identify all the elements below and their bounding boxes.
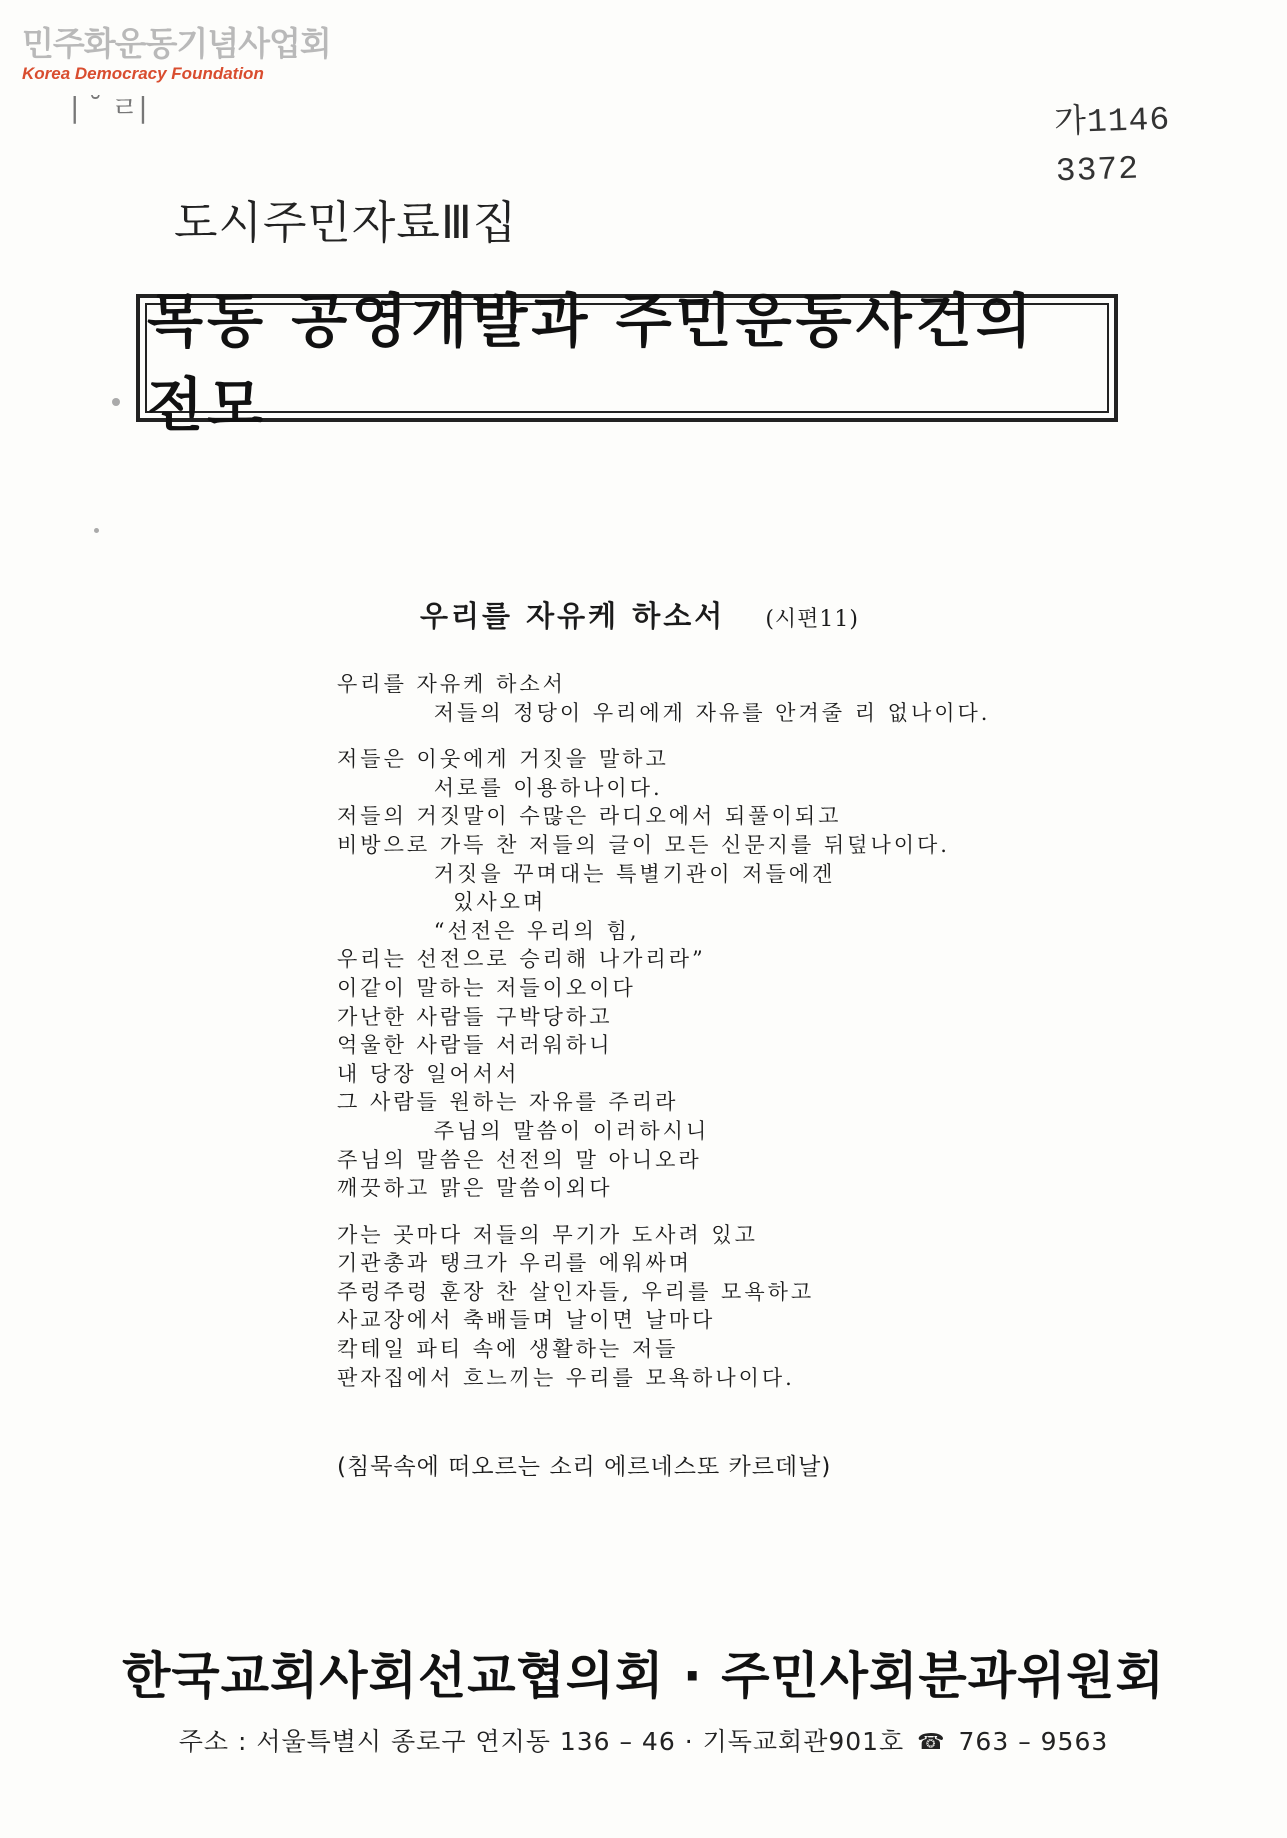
- poem-title: 우리를 자유케 하소서: [420, 599, 726, 633]
- poem-line: 우리는 선전으로 승리해 나가리라”: [337, 947, 706, 972]
- poem-line: 있사오며: [337, 890, 547, 915]
- poem-body: [337, 670, 1157, 1392]
- poem-line: 이같이 말하는 저들이오이다: [337, 975, 636, 1000]
- poem-line: 비방으로 가득 찬 저들의 글이 모든 신문지를 뒤덮나이다.: [337, 832, 950, 857]
- poem-line: 저들의 거짓말이 수많은 라디오에서 되풀이되고: [337, 804, 842, 829]
- main-title: 목동 공영개발과 주민운동사건의 전모: [147, 287, 1036, 439]
- poem-source: (침묵속에 떠오르는 소리 에르네스또 카르데날): [337, 1454, 832, 1480]
- poem-line: 칵테일 파티 속에 생활하는 저들: [337, 1337, 679, 1362]
- main-title-inner-frame: [145, 287, 1109, 439]
- poem-reference: (시편11): [765, 607, 859, 632]
- watermark-korean: 민주화운동기념사업회: [22, 24, 331, 63]
- poem-line: 주님의 말씀이 이러하시니: [337, 1118, 710, 1143]
- handwritten-note-line: 3372: [1055, 150, 1140, 191]
- poem-line: 가난한 사람들 구박당하고: [337, 1004, 613, 1029]
- scan-speck: [94, 528, 99, 533]
- poem-line: 내 당장 일어서서: [337, 1061, 520, 1086]
- poem-line: 우리를 자유케 하소서: [337, 672, 566, 696]
- poem-line: 저들은 이웃에게 거짓을 말하고: [337, 747, 669, 772]
- poem-line: 주님의 말씀은 선전의 말 아니오라: [337, 1147, 702, 1172]
- scan-speck: [112, 398, 120, 406]
- poem-line: 거짓을 꾸며대는 특별기관이 저들에겐: [337, 861, 836, 886]
- poem-line: 그 사람들 원하는 자유를 주리라: [337, 1090, 679, 1115]
- address-line: [0, 1722, 1287, 1758]
- telephone-icon: ☎: [917, 1730, 946, 1755]
- poem-line: 주렁주렁 훈장 찬 살인자들, 우리를 모욕하고: [337, 1279, 815, 1304]
- phone-number: 763 – 9563: [958, 1727, 1109, 1756]
- main-title-box: [136, 287, 1118, 439]
- poem-line: 깨끗하고 맑은 말씀이외다: [337, 1176, 613, 1201]
- publisher: 한국교회사회선교협의회 · 주민사회분과위원회: [122, 1647, 1165, 1705]
- handwritten-note: [1053, 96, 1196, 197]
- margin-marks: | ˘ ㄹ|: [70, 91, 148, 124]
- poem-line: 기관총과 탱크가 우리를 에워싸며: [337, 1251, 693, 1276]
- stanza-gap: [337, 727, 1157, 745]
- handwritten-note-line: 가1146: [1053, 101, 1171, 143]
- address-label: 주소 : 서울특별시 종로구 연지동 136 – 46 · 기독교회관901호: [178, 1727, 905, 1756]
- poem-line: 억울한 사람들 서러워하니: [337, 1033, 613, 1058]
- stanza-gap: [337, 1203, 1157, 1221]
- poem-line: 서로를 이용하나이다.: [337, 775, 663, 800]
- poem-line: 판자집에서 흐느끼는 우리를 모욕하나이다.: [337, 1365, 795, 1390]
- poem-title-row: [420, 594, 859, 635]
- poem-line: 사교장에서 축배들며 날이면 날마다: [337, 1308, 716, 1333]
- poem-line: 저들의 정당이 우리에게 자유를 안겨줄 리 없나이다.: [337, 700, 991, 725]
- watermark-english: Korea Democracy Foundation: [22, 64, 264, 83]
- poem-line: 가는 곳마다 저들의 무기가 도사려 있고: [337, 1222, 758, 1247]
- poem-line: “선전은 우리의 힘,: [337, 918, 640, 943]
- series-title: 도시주민자료Ⅲ집: [174, 196, 518, 249]
